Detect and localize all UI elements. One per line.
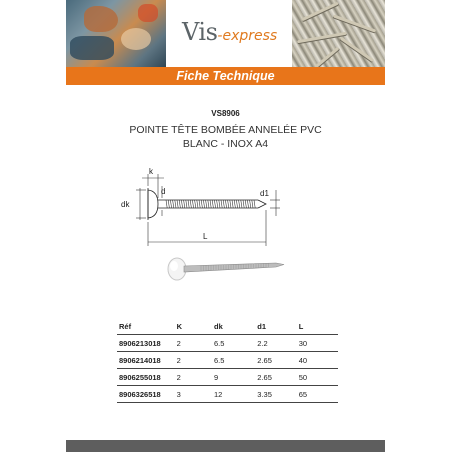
cell-l: 30	[297, 335, 338, 352]
header-logo-area	[166, 0, 292, 67]
nail-rings	[166, 200, 255, 208]
table-row	[117, 386, 338, 403]
table-row	[117, 335, 338, 352]
product-title-line1: POINTE TÊTE BOMBÉE ANNELÉE PVC	[129, 124, 322, 136]
cell-dk: 12	[212, 386, 255, 403]
technical-sheet	[66, 0, 385, 452]
header-photo-screws	[292, 0, 385, 67]
footer-bar	[66, 440, 385, 452]
label-dk: dk	[121, 200, 130, 209]
section-band: Fiche Technique	[66, 67, 385, 85]
cell-ref: 8906214018	[117, 352, 175, 369]
nail-tip	[258, 200, 266, 208]
label-d1: d1	[260, 189, 269, 198]
label-k: k	[149, 167, 153, 176]
cell-d1: 2.2	[255, 335, 296, 352]
nail-head-outline	[148, 190, 158, 218]
table-header-row	[117, 318, 338, 335]
cell-k: 2	[175, 352, 212, 369]
col-header-dk: dk	[212, 318, 255, 335]
table-row	[117, 369, 338, 386]
col-header-l: L	[297, 318, 338, 335]
cell-dk: 6.5	[212, 352, 255, 369]
label-L: L	[203, 232, 208, 241]
cell-l: 50	[297, 369, 338, 386]
col-header-ref: Réf	[117, 318, 175, 335]
cell-k: 2	[175, 369, 212, 386]
cell-d1: 3.35	[255, 386, 296, 403]
brand-logo	[182, 18, 277, 46]
brand-main: Vis	[182, 18, 218, 46]
cell-l: 40	[297, 352, 338, 369]
header-photo-workshop	[66, 0, 166, 67]
specs-table	[117, 318, 338, 403]
cell-ref: 8906213018	[117, 335, 175, 352]
cell-d1: 2.65	[255, 352, 296, 369]
cell-d1: 2.65	[255, 369, 296, 386]
table-row	[117, 352, 338, 369]
cell-dk: 9	[212, 369, 255, 386]
cell-k: 3	[175, 386, 212, 403]
cell-ref: 8906326518	[117, 386, 175, 403]
product-title-line2: BLANC - INOX A4	[182, 138, 269, 150]
cell-ref: 8906255018	[117, 369, 175, 386]
label-d: d	[161, 187, 166, 196]
cell-dk: 6.5	[212, 335, 255, 352]
cell-k: 2	[175, 335, 212, 352]
brand-suffix: -express	[217, 28, 278, 44]
nail-photo	[168, 258, 284, 280]
technical-drawing	[66, 166, 385, 291]
col-header-d1: d1	[255, 318, 296, 335]
product-reference: VS8906	[211, 109, 240, 118]
product-title	[66, 123, 385, 151]
col-header-k: K	[175, 318, 212, 335]
cell-l: 65	[297, 386, 338, 403]
